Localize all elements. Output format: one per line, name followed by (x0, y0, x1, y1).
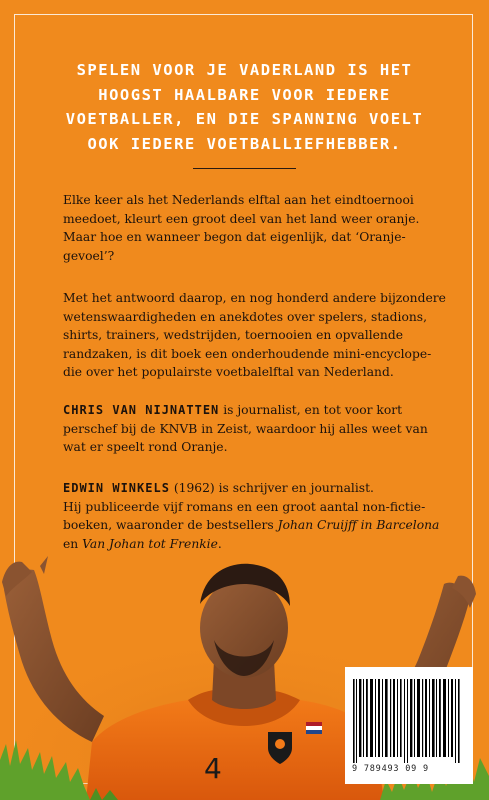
text-line: Met het antwoord daarop, en nog honderd andere bijzondere (63, 291, 446, 305)
tagline-line: OOK IEDERE VOETBALLIEFHEBBER. (87, 134, 402, 153)
text-line: Maar hoe en wanneer begon dat eigenlijk, dat ‘Oranje- (63, 230, 406, 244)
bio-text: en (63, 536, 83, 551)
bio-text: boeken, waaronder de bestsellers (63, 518, 278, 532)
text-line: perschef bij de KNVB in Zeist, waardoor hij alles weet van (63, 421, 428, 436)
text-line: shirts, trainers, wedstrijden, toernooien en opvallende (63, 328, 403, 342)
author-name: EDWIN WINKELS (63, 481, 170, 495)
tagline-line: HOOGST HAALBARE VOOR IEDERE (98, 85, 391, 104)
jersey-number: 4 (204, 752, 222, 785)
tagline-line: SPELEN VOOR JE VADERLAND IS HET (76, 61, 413, 79)
author-name: CHRIS VAN NIJNATTEN (63, 403, 220, 417)
bio-text: is journalist, en tot voor kort (219, 403, 403, 417)
isbn-number: 9 789493 09 9 (352, 764, 429, 774)
bio-text: (1962) is schrijver en journalist. (169, 481, 374, 495)
bio-text: . (217, 536, 222, 551)
text-line: Hij publiceerde vijf romans en een groot aantal non-fictie- (63, 499, 426, 514)
text-line: wat er speelt rond Oranje. (63, 440, 228, 454)
text-line: wetenswaardigheden en anekdotes over spelers, stadions, (63, 309, 427, 324)
text-line: die over het populairste voetbalelftal van Nederland. (63, 365, 394, 379)
text-line: randzaken, is dit boek een onderhoudende mini-encyclope- (63, 346, 432, 361)
tagline-line: VOETBALLER, EN DIE SPANNING VOELT (65, 110, 424, 128)
book-title: Van Johan tot Frenkie (82, 536, 218, 551)
text-line: gevoel’? (63, 248, 115, 263)
book-title: Johan Cruijff in Barcelona (277, 518, 440, 532)
text-line: Elke keer als het Nederlands elftal aan het eindtoernooi (63, 193, 414, 207)
text-line: meedoet, kleurt een groot deel van het land weer oranje. (63, 211, 420, 226)
dutch-flag-icon (306, 722, 322, 734)
